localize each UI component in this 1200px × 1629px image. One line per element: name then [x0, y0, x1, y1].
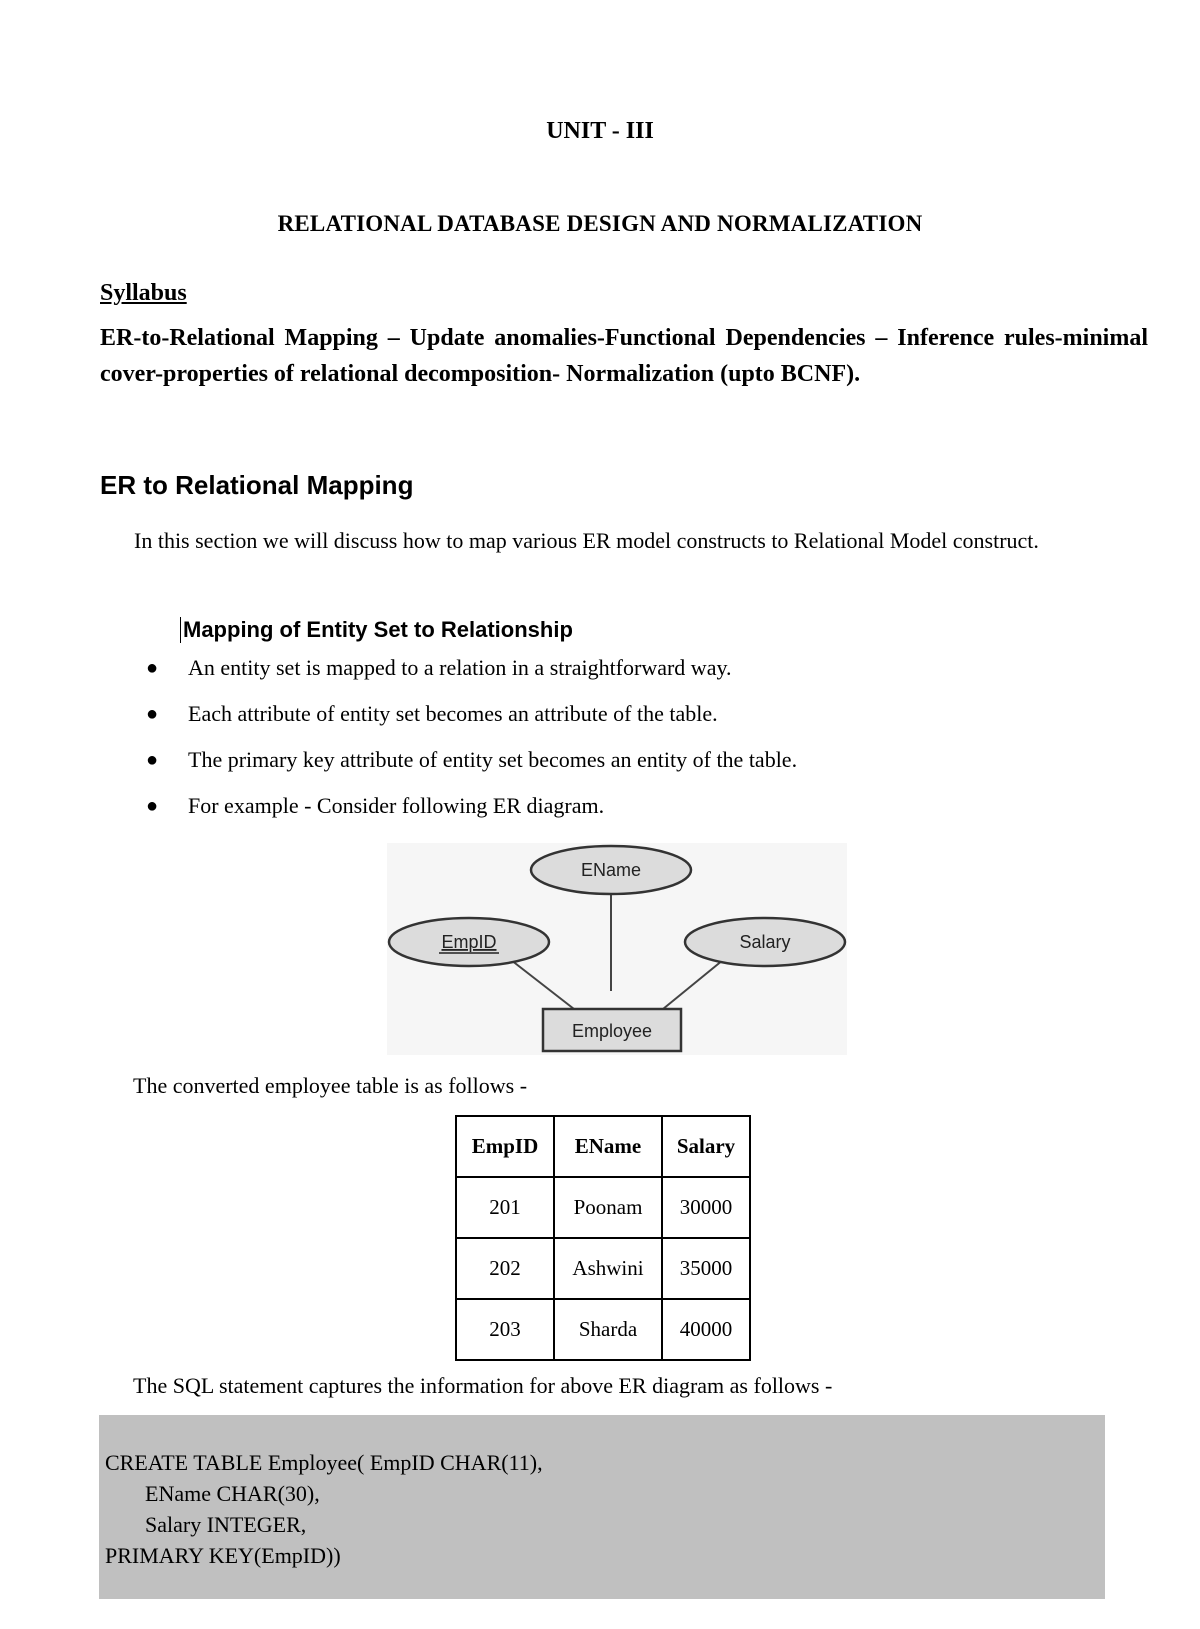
list-item — [100, 794, 797, 840]
list-item — [100, 702, 797, 748]
bullet-list — [100, 656, 797, 840]
section-heading: ER to Relational Mapping — [100, 470, 414, 500]
bullet-text: For example - Consider following ER diagram. — [188, 793, 605, 818]
connector-line — [511, 960, 574, 1009]
table-cell: Sharda — [554, 1299, 662, 1360]
bullet-text: The primary key attribute of entity set becomes an entity of the table. — [188, 747, 798, 772]
table-cell: 35000 — [662, 1238, 750, 1299]
table-header-row — [456, 1116, 750, 1177]
column-header: EmpID — [456, 1116, 554, 1177]
subsection-heading: Mapping of Entity Set to Relationship — [180, 617, 573, 643]
column-header: EName — [554, 1116, 662, 1177]
table-cell: 202 — [456, 1238, 554, 1299]
bullet-icon: ● — [146, 657, 159, 679]
table-cell: 203 — [456, 1299, 554, 1360]
table-cell: 30000 — [662, 1177, 750, 1238]
code-line: CREATE TABLE Employee( EmpID CHAR(11), — [105, 1450, 543, 1475]
attribute-salary-label: Salary — [739, 932, 791, 952]
attribute-ename-label: EName — [580, 860, 642, 880]
list-item — [100, 656, 797, 702]
syllabus-heading: Syllabus — [100, 280, 187, 306]
table-row — [456, 1299, 750, 1360]
section-intro: In this section we will discuss how to map various ER model constructs to Relational Model construct. — [134, 528, 1039, 553]
sql-code-block — [99, 1415, 1105, 1599]
table-cell: Poonam — [554, 1177, 662, 1238]
table-cell: 201 — [456, 1177, 554, 1238]
main-title: RELATIONAL DATABASE DESIGN AND NORMALIZATION — [277, 211, 923, 236]
bullet-text: Each attribute of entity set becomes an attribute of the table. — [188, 701, 718, 726]
table-cell: 40000 — [662, 1299, 750, 1360]
bullet-icon: ● — [146, 795, 159, 817]
bullet-icon: ● — [146, 703, 159, 725]
bullet-text: An entity set is mapped to a relation in a straightforward way. — [188, 655, 732, 680]
table-row — [456, 1177, 750, 1238]
entity-employee-label: Employee — [571, 1021, 653, 1041]
column-header: Salary — [662, 1116, 750, 1177]
er-diagram — [387, 843, 847, 1055]
code-line: PRIMARY KEY(EmpID)) — [105, 1543, 341, 1568]
converted-text: The converted employee table is as follows - — [133, 1073, 528, 1098]
employee-table — [455, 1115, 751, 1361]
list-item — [100, 748, 797, 794]
unit-title: UNIT - III — [546, 118, 654, 144]
connector-line — [663, 960, 723, 1009]
code-line: Salary INTEGER, — [145, 1512, 307, 1537]
syllabus-body: ER-to-Relational Mapping – Update anomalies-Functional Dependencies – Inference rules-minimal cover-properties of relational decomposition- Normalization (upto BCNF). — [100, 325, 1148, 387]
attribute-empid-label: EmpID — [441, 932, 497, 952]
table-cell: Ashwini — [554, 1238, 662, 1299]
sql-intro: The SQL statement captures the information for above ER diagram as follows - — [133, 1373, 833, 1398]
table-row — [456, 1238, 750, 1299]
code-line: EName CHAR(30), — [145, 1481, 320, 1506]
bullet-icon: ● — [146, 749, 159, 771]
